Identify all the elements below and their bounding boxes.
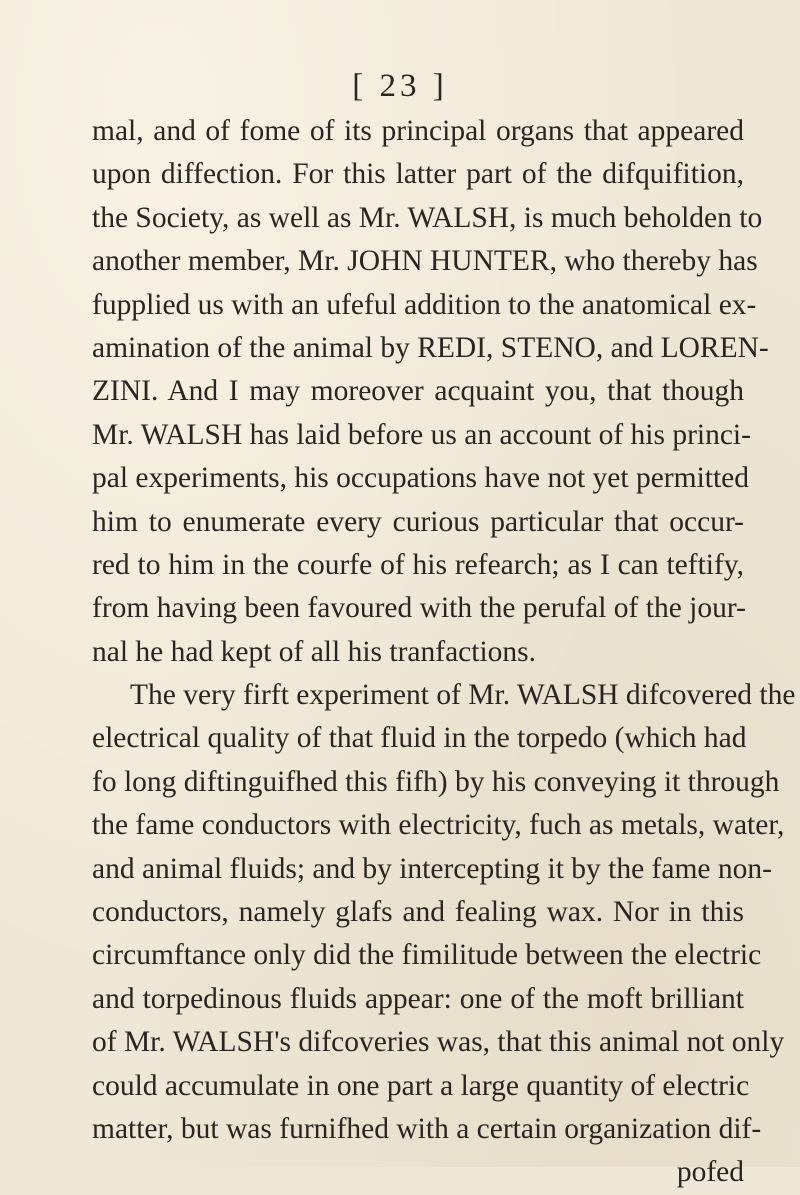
text-line: from having been favoured with the perufal of the jour- [92,592,746,625]
body-text [92,110,796,1195]
text-line: could accumulate in one part a large quantity of electric [92,1069,750,1102]
text-line: the fame conductors with electricity, fuch as metals, water, [92,809,785,842]
text-line: Mr. WALSH has laid before us an account of his princi- [92,418,751,451]
text-line: fo long diftinguifhed this fifh) by his conveying it through [92,765,780,798]
page-number: [ 23 ] [352,68,448,104]
text-line: mal, and of fome of its principal organs that appeared [92,115,744,147]
text-line: electrical quality of that fluid in the torpedo (which had [92,722,747,755]
text-line: amination of the animal by REDI, STENO, and LOREN- [92,331,769,364]
text-line: ZINI. And I may moreover acquaint you, that though [92,375,744,408]
text-line: him to enumerate every curious particular that occur- [92,505,744,538]
catchword: pofed [676,1156,744,1189]
text-line: fupplied us with an ufeful addition to the anatomical ex- [92,288,757,321]
text-line: nal he had kept of all his tranfactions. [92,635,536,668]
text-line: matter, but was furnifhed with a certain organization dif- [92,1112,762,1145]
text-line: pal experiments, his occupations have not yet permitted [92,462,750,495]
text-line: of Mr. WALSH's difcoveries was, that this animal not only [92,1026,785,1059]
text-line: red to him in the courfe of his refearch; as I can teftify, [92,548,744,581]
text-line: and animal fluids; and by intercepting it by the fame non- [92,852,772,885]
text-line: upon diffection. For this latter part of the difquifition, [92,158,744,191]
text-line: conductors, namely glafs and fealing wax. Nor in this [92,896,744,929]
text-line: the Society, as well as Mr. WALSH, is much beholden to [92,201,763,234]
text-line: and torpedinous fluids appear: one of the moft brilliant [92,982,744,1015]
text-line: circumftance only did the fimilitude between the electric [92,939,762,972]
text-line: The very firft experiment of Mr. WALSH difcovered the [130,679,796,712]
text-line: another member, Mr. JOHN HUNTER, who thereby has [92,245,758,278]
